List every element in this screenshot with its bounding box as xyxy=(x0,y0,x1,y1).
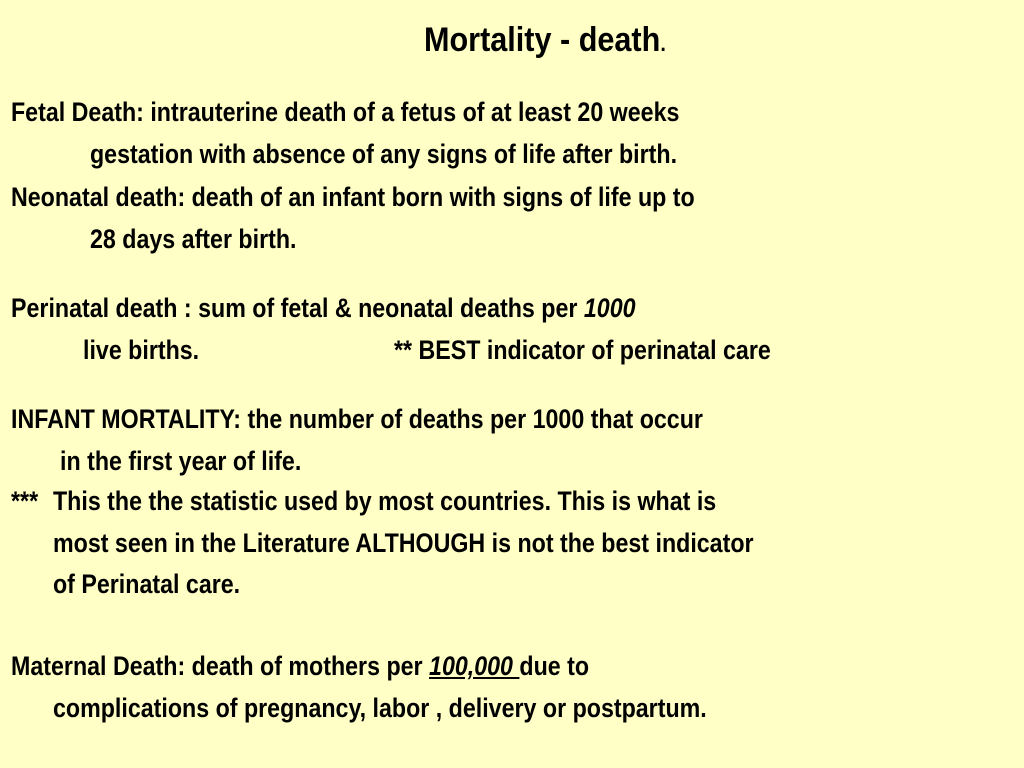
neonatal-death-line-2: 28 days after birth. xyxy=(90,224,297,254)
title-period: . xyxy=(660,31,666,56)
fetal-death-line-1: Fetal Death: intrauterine death of a fetus of at least 20 weeks xyxy=(11,97,680,127)
perinatal-number: 1000 xyxy=(583,293,636,323)
maternal-number: 100,000 xyxy=(429,651,520,681)
perinatal-death-line-1 xyxy=(11,292,636,324)
fetal-death-line-2: gestation with absence of any signs of life after birth. xyxy=(90,139,678,169)
maternal-prefix: Maternal Death: death of mothers per xyxy=(11,651,430,681)
perinatal-death-line-2-left: live births. xyxy=(83,335,200,365)
maternal-suffix: due to xyxy=(519,651,590,681)
infant-note-line-3: of Perinatal care. xyxy=(53,569,241,599)
neonatal-death-line-1: Neonatal death: death of an infant born with signs of life up to xyxy=(11,182,695,212)
maternal-death-line-2: complications of pregnancy, labor , delivery or postpartum. xyxy=(53,693,707,723)
perinatal-best-indicator: ** BEST indicator of perinatal care xyxy=(394,335,771,365)
slide-title xyxy=(424,20,666,64)
perinatal-prefix: Perinatal death : sum of fetal & neonatal deaths per xyxy=(11,293,584,323)
infant-note-line-1: This the the statistic used by most countries. This is what is xyxy=(53,486,717,516)
maternal-death-line-1 xyxy=(11,650,589,682)
infant-mortality-line-2: in the first year of life. xyxy=(60,446,302,476)
infant-note-marker: *** xyxy=(11,486,39,516)
infant-note-line-2: most seen in the Literature ALTHOUGH is not the best indicator xyxy=(53,528,754,558)
infant-mortality-line-1: INFANT MORTALITY: the number of deaths per 1000 that occur xyxy=(11,404,703,434)
title-text: Mortality - death xyxy=(424,21,661,59)
